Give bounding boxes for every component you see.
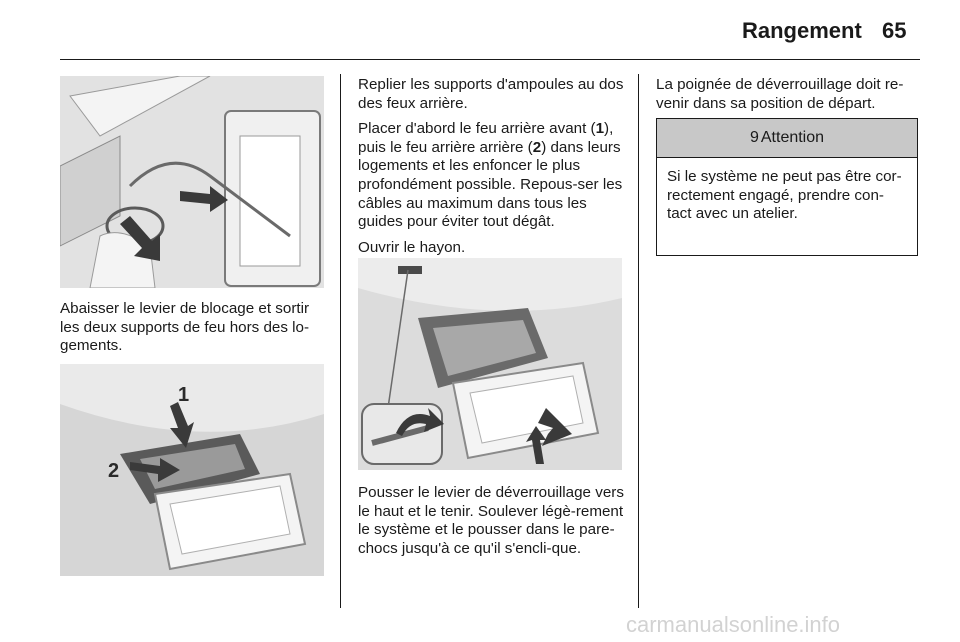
paragraph: La poignée de déverrouillage doit re-venir dans sa position de départ. [656,76,904,112]
paragraph: Ouvrir le hayon. [358,238,466,256]
paragraph: Pousser le levier de déverrouillage vers le haut et le tenir. Soulever légè-rement le système et le pousser dans le pare-chocs jusqu'à ce qu'il s'encli-que. [358,484,624,557]
inline-number: 2 [532,138,542,156]
warning-icon: 9 [749,129,759,146]
warning-box [656,118,918,256]
text-run: ), puis le feu arrière arrière ( [358,120,614,156]
watermark: carmanualsonline.info [626,612,841,637]
lamp-supports-illustration [60,364,324,576]
paragraph: Replier les supports d'ampoules au dos des feux arrière. [358,76,624,112]
column-divider [638,74,639,608]
unlock-lever-illustration [358,258,622,470]
instructions-column-3 [656,76,926,120]
instructions-push-lever [358,484,630,565]
inline-number: 1 [595,120,605,138]
instructions-column-2 [358,76,630,264]
warning-title: Attention [760,129,825,146]
header-divider [60,59,920,60]
column-divider [340,74,341,608]
page-title: Rangement [742,18,862,43]
callout-label-1: 1 [178,384,190,406]
page-number: 65 [882,18,907,43]
callout-label-2: 2 [108,460,120,482]
text-run: Placer d'abord le feu arrière avant ( [358,120,596,138]
text-run: ) dans leurs logements et les enfoncer le plus profondément possible. Repous-ser les câbles au maximum dans tous les guides pour éviter tout dégât. [358,138,623,231]
lever-illustration [60,76,324,288]
paragraph: Abaisser le levier de blocage et sortir les deux supports de feu hors des lo-gements. [60,300,310,355]
warning-body: Si le système ne peut pas être cor-rectement engagé, prendre con-tact avec un atelier. [667,168,902,223]
warning-header [657,119,917,158]
paragraph [358,120,630,232]
caption-lever [60,300,332,363]
